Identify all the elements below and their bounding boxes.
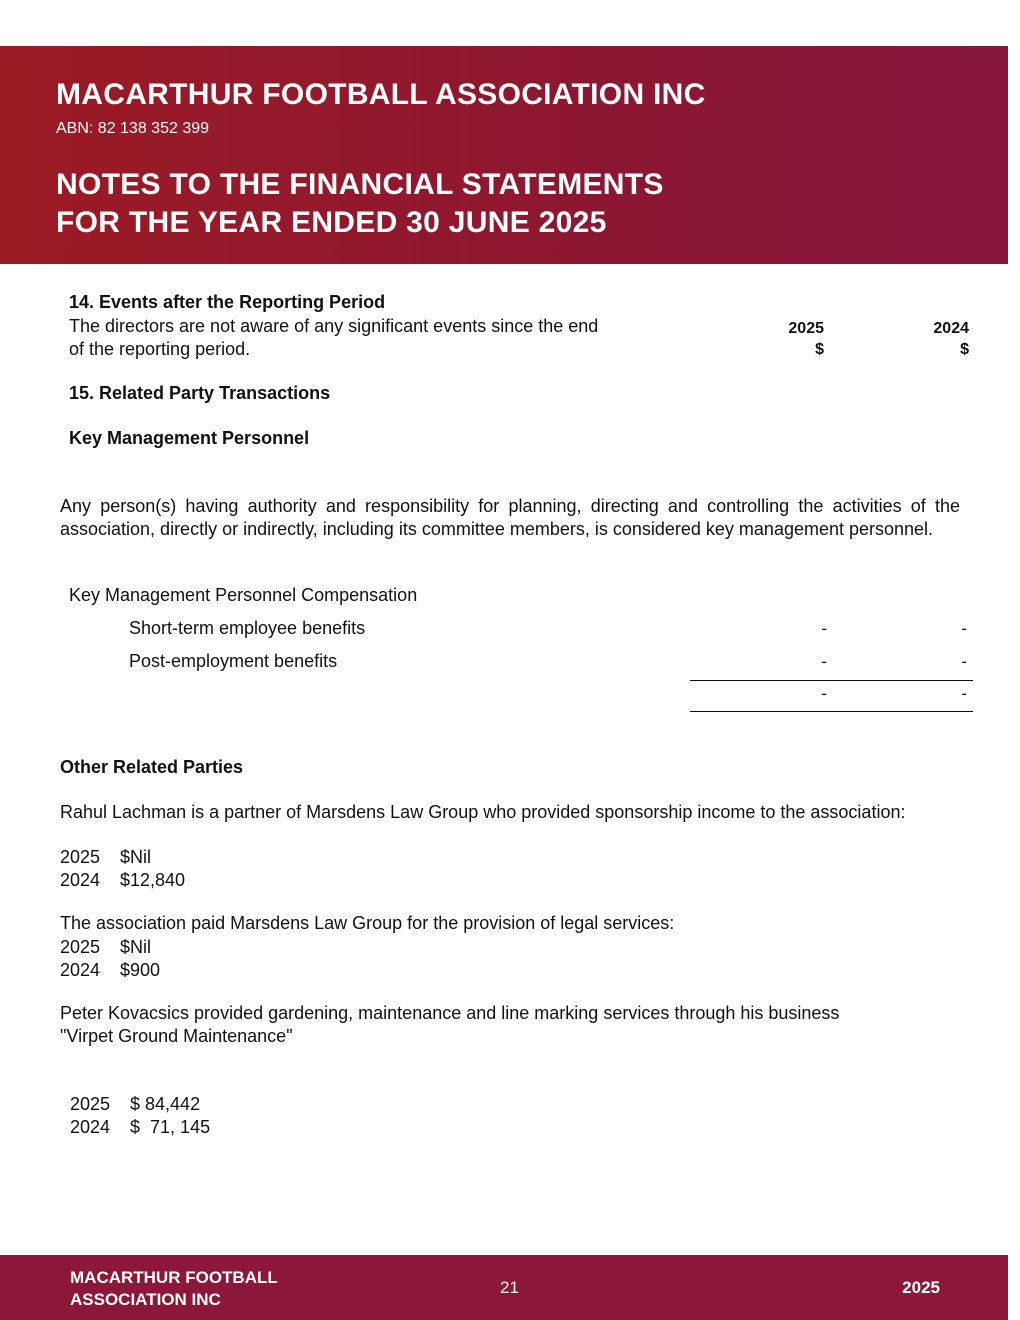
row-amount: $Nil xyxy=(120,847,152,867)
marsdens-legal-2025-row xyxy=(60,936,151,959)
row-year: 2024 xyxy=(60,960,101,980)
short-term-benefits-2024: - xyxy=(961,619,967,638)
row-amount: $ 84,442 xyxy=(130,1093,201,1114)
note-15-heading: 15. Related Party Transactions xyxy=(69,383,331,403)
rahul-lachman-2025-row xyxy=(60,846,151,869)
kmp-heading: Key Management Personnel xyxy=(69,428,310,448)
footer-organisation-name-line-2: ASSOCIATION INC xyxy=(70,1290,221,1309)
footer-organisation-name-line-1: MACARTHUR FOOTBALL xyxy=(70,1268,278,1287)
peter-kovacsics-text-line-2: "Virpet Ground Maintenance" xyxy=(60,1026,293,1046)
kmp-total-2024: - xyxy=(961,684,967,703)
row-year: 2025 xyxy=(60,937,101,957)
footer-banner xyxy=(0,1255,1008,1320)
peter-kovacsics-text-line-1: Peter Kovacsics provided gardening, maintenance and line marking services through his business xyxy=(60,1003,840,1023)
row-amount: $900 xyxy=(120,960,161,980)
kmp-compensation-label: Key Management Personnel Compensation xyxy=(69,585,418,605)
page-number: 21 xyxy=(500,1278,519,1297)
row-year: 2024 xyxy=(70,1116,111,1137)
column-header-2024: 2024 xyxy=(933,320,969,337)
footer-year: 2025 xyxy=(902,1278,940,1297)
header-banner xyxy=(0,46,1008,264)
note-14-text-line-2: of the reporting period. xyxy=(69,339,251,359)
marsdens-legal-text: The association paid Marsdens Law Group for the provision of legal services: xyxy=(60,913,675,933)
column-header-2025: 2025 xyxy=(788,320,824,337)
row-year: 2025 xyxy=(70,1093,111,1114)
kmp-total-2025: - xyxy=(821,684,827,703)
post-employment-benefits-label: Post-employment benefits xyxy=(129,651,338,671)
rahul-lachman-text: Rahul Lachman is a partner of Marsdens Law Group who provided sponsorship income to the association: xyxy=(60,802,906,822)
kmp-definition: Any person(s) having authority and responsibility for planning, directing and controlling the activities of the association, directly or indirectly, including its committee members, is considered key management personnel. xyxy=(60,496,960,539)
note-14-heading: 14. Events after the Reporting Period xyxy=(69,292,386,312)
abn-number: ABN: 82 138 352 399 xyxy=(56,120,210,137)
document-title-line-2: FOR THE YEAR ENDED 30 JUNE 2025 xyxy=(56,206,607,239)
note-14-text-line-1: The directors are not aware of any significant events since the end xyxy=(69,316,599,336)
row-amount: $12,840 xyxy=(120,870,186,890)
document-title xyxy=(56,166,664,242)
row-year: 2025 xyxy=(60,847,101,867)
row-amount: $Nil xyxy=(120,937,152,957)
row-year: 2024 xyxy=(60,870,101,890)
short-term-benefits-label: Short-term employee benefits xyxy=(129,618,366,638)
peter-kovacsics-2024-row xyxy=(60,1093,210,1138)
document-title-line-1: NOTES TO THE FINANCIAL STATEMENTS xyxy=(56,168,664,201)
other-related-parties-heading: Other Related Parties xyxy=(60,757,244,777)
row-amount: $ 71, 145 xyxy=(130,1116,211,1137)
total-rule xyxy=(690,711,973,712)
post-employment-benefits-2025: - xyxy=(821,652,827,671)
marsdens-legal-2024-row xyxy=(60,959,160,982)
currency-symbol-2025: $ xyxy=(815,341,824,358)
footer-organisation-name xyxy=(70,1267,278,1311)
organisation-name: MACARTHUR FOOTBALL ASSOCIATION INC xyxy=(56,78,706,111)
short-term-benefits-2025: - xyxy=(821,619,827,638)
currency-symbol-2024: $ xyxy=(960,341,969,358)
rahul-lachman-2024-row xyxy=(60,869,185,892)
subtotal-rule xyxy=(690,680,973,681)
post-employment-benefits-2024: - xyxy=(961,652,967,671)
